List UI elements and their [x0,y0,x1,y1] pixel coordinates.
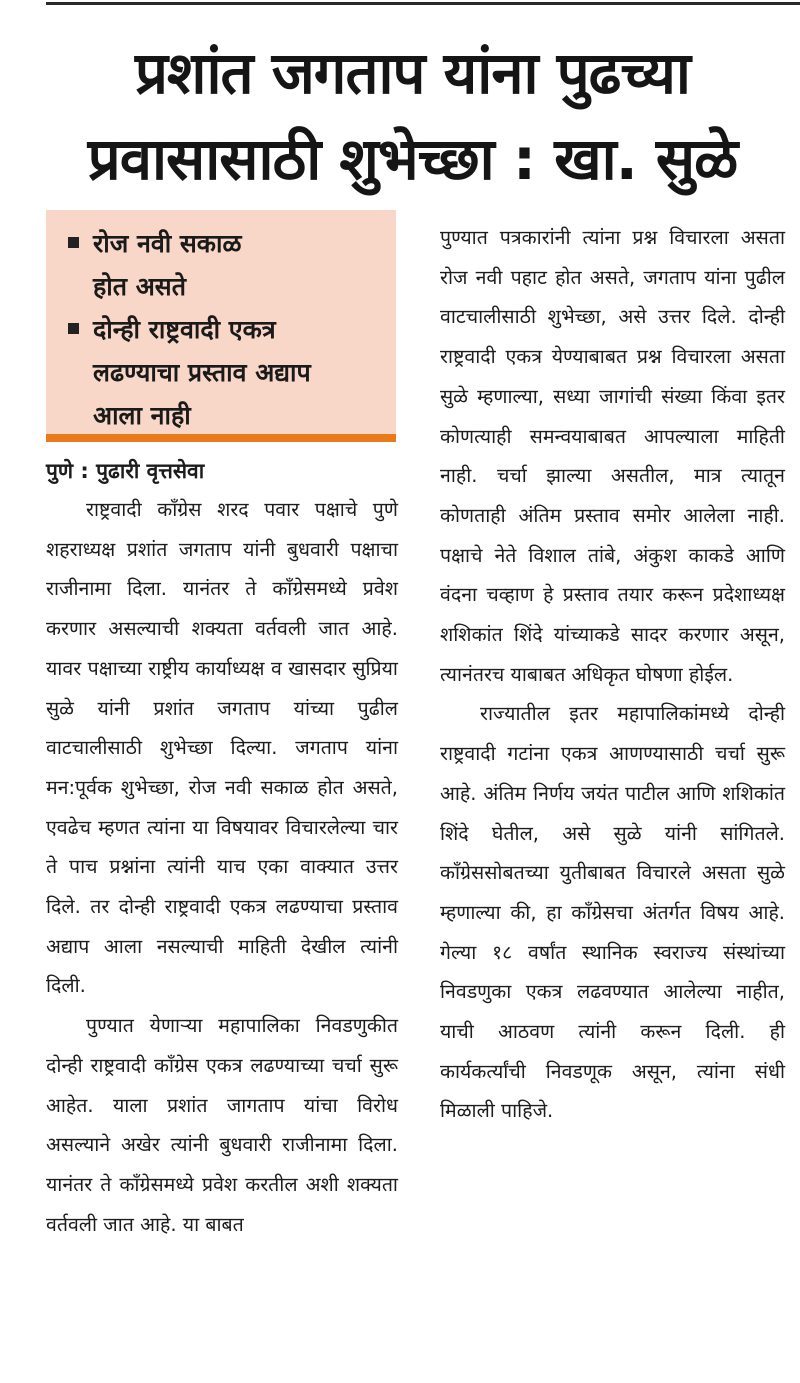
article-column-right [440,218,785,1131]
top-rule [46,2,800,5]
article-paragraph: राष्ट्रवादी काँग्रेस शरद पवार पक्षाचे पुणे शहराध्यक्ष प्रशांत जगताप यांनी बुधवारी पक्षाचा राजीनामा दिला. यानंतर ते काँग्रेसमध्ये प्रवेश करणार असल्याची शक्यता वर्तवली जात आहे. यावर पक्षाच्या राष्ट्रीय कार्याध्यक्ष व खासदार सुप्रिया सुळे यांनी प्रशांत जगताप यांच्या पुढील वाटचालीसाठी शुभेच्छा दिल्या. जगताप यांना मन:पूर्वक शुभेच्छा, रोज नवी सकाळ होत असते, एवढेच म्हणत त्यांना या विषयावर विचारलेल्या चार ते पाच प्रश्नांना त्यांनी याच एका वाक्यात उत्तर दिले. तर दोन्ही राष्ट्रवादी एकत्र लढण्याचा प्रस्ताव अद्याप आला नसल्याची माहिती देखील त्यांनी दिली. [46,498,398,998]
highlight-item [68,222,388,308]
bullet-square-icon [68,237,79,248]
headline [40,30,785,202]
article-column-left [46,452,398,1244]
bullet-square-icon [68,323,79,334]
highlight-item [68,308,388,437]
highlight-text: रोज नवी सकाळ होत असते [93,229,242,301]
article-paragraph: पुण्यात पत्रकारांनी त्यांना प्रश्न विचारला असता रोज नवी पहाट होत असते, जगताप यांना पुढील वाटचालीसाठी शुभेच्छा, असे उत्तर दिले. दोन्ही राष्ट्रवादी एकत्र येण्याबाबत प्रश्न विचारला असता सुळे म्हणाल्या, सध्या जागांची संख्या किंवा इतर कोणत्याही समन्वयाबाबत आपल्याला माहिती नाही. चर्चा झाल्या असतील, मात्र त्यातून कोणताही अंतिम प्रस्ताव समोर आलेला नाही. पक्षाचे नेते विशाल तांबे, अंकुश काकडे आणि वंदना चव्हाण हे प्रस्ताव तयार करून प्रदेशाध्यक्ष शशिकांत शिंदे यांच्याकडे सादर करणार असून, त्यानंतरच याबाबत अधिकृत घोषणा होईल. [440,226,785,686]
article-paragraph: पुण्यात येणाऱ्या महापालिका निवडणुकीत दोन्ही राष्ट्रवादी काँग्रेस एकत्र लढण्याच्या चर्चा सुरू आहेत. याला प्रशांत जागताप यांचा विरोध असल्याने अखेर त्यांनी बुधवारी राजीनामा दिला. यानंतर ते काँग्रेसमध्ये प्रवेश करतील अशी शक्यता वर्तवली जात आहे. या बाबत [46,1014,398,1236]
highlights-box [46,210,396,436]
dateline: पुणे : पुढारी वृत्तसेवा [46,459,205,483]
highlights-accent-bar [46,434,396,442]
headline-line-2: प्रवासासाठी शुभेच्छा : खा. सुळे [87,125,738,193]
article-paragraph: राज्यातील इतर महापालिकांमध्ये दोन्ही राष्ट्रवादी गटांना एकत्र आणण्यासाठी चर्चा सुरू आहे. अंतिम निर्णय जयंत पाटील आणि शशिकांत शिंदे घेतील, असे सुळे यांनी सांगितले. काँग्रेससोबतच्या युतीबाबत विचारले असता सुळे म्हणाल्या की, हा काँग्रेसचा अंतर्गत विषय आहे. गेल्या १८ वर्षांत स्थानिक स्वराज्य संस्थांच्या निवडणुका एकत्र लढवण्यात आलेल्या नाहीत, याची आठवण त्यांनी करून दिली. ही कार्यकर्त्यांची निवडणूक असून, त्यांना संधी मिळाली पाहिजे. [440,702,785,1123]
headline-line-1: प्रशांत जगताप यांना पुढच्या [135,39,690,107]
highlight-text: दोन्ही राष्ट्रवादी एकत्र लढण्याचा प्रस्ताव अद्याप आला नाही [93,315,311,430]
